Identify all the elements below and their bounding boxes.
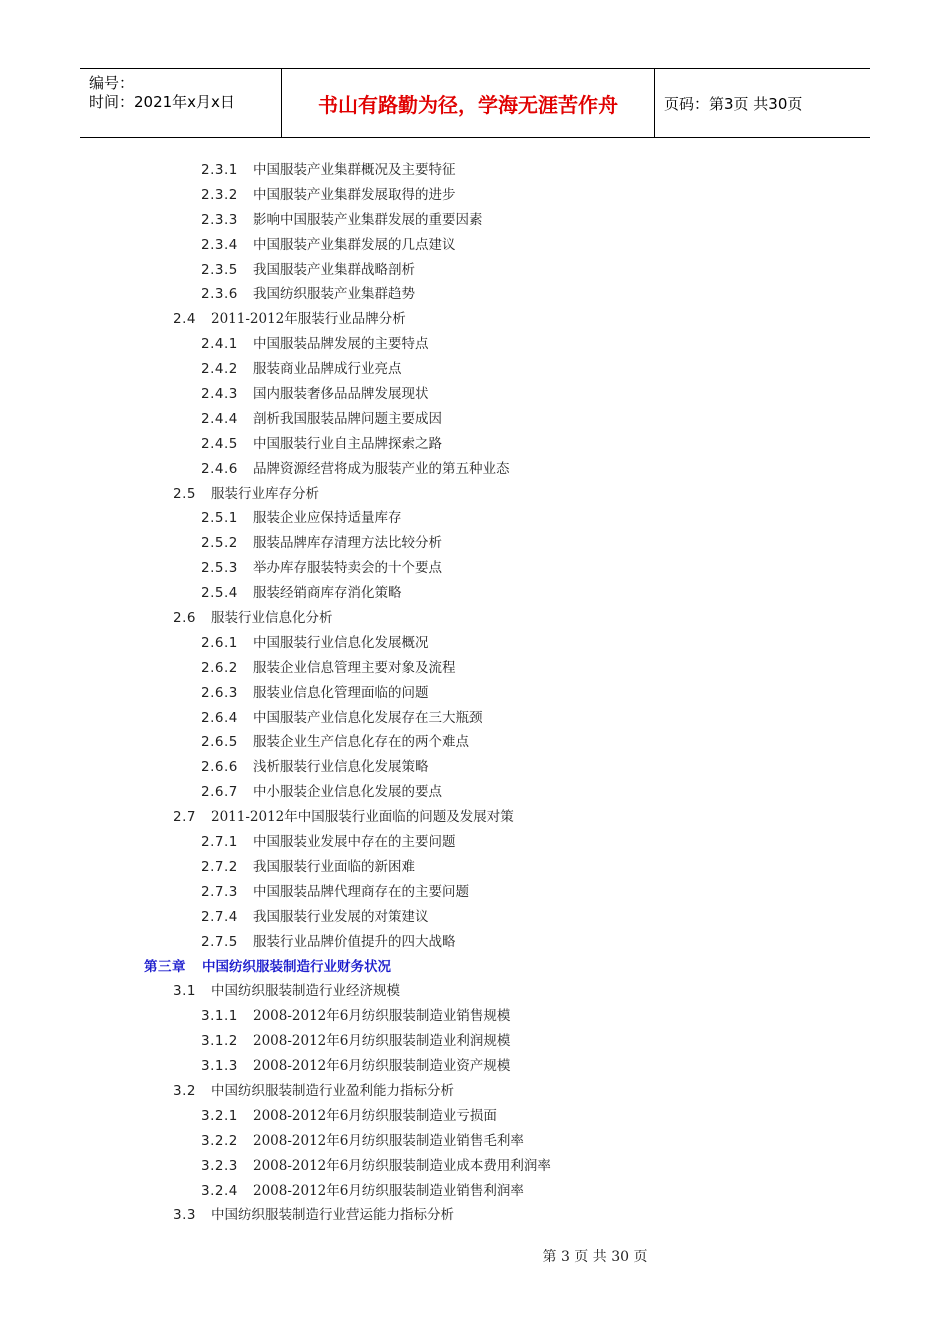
toc-entry-title: 2011-2012年服装行业品牌分析	[211, 311, 406, 328]
toc-entry-number: 2.7.1	[201, 834, 238, 851]
toc-entry-title: 我国服装行业面临的新困难	[253, 858, 415, 875]
toc-entry[interactable]	[0, 930, 950, 955]
toc-entry-title: 中小服装企业信息化发展的要点	[253, 784, 442, 801]
toc-entry-number: 2.6.3	[201, 684, 238, 701]
toc-entry-title: 2008-2012年6月纺织服装制造业销售毛利率	[253, 1132, 524, 1149]
toc-entry[interactable]	[0, 1129, 950, 1154]
toc-entry[interactable]	[0, 531, 950, 556]
toc-entry-number: 3.2.1	[201, 1107, 238, 1124]
toc-entry[interactable]	[0, 432, 950, 457]
toc-entry[interactable]	[0, 1179, 950, 1204]
toc-entry-number: 3.2	[173, 1082, 196, 1099]
toc-entry-number: 2.5.3	[201, 560, 238, 577]
toc-entry[interactable]	[0, 1203, 950, 1228]
toc-entry[interactable]	[0, 1104, 950, 1129]
toc-entry-number: 2.3.6	[201, 286, 238, 303]
toc-entry-title: 中国服装业发展中存在的主要问题	[253, 834, 456, 851]
toc-entry-title: 我国纺织服装产业集群趋势	[253, 286, 415, 303]
toc-entry-number: 3.1.2	[201, 1033, 238, 1050]
toc-entry-number: 2.4.1	[201, 336, 238, 353]
toc-entry[interactable]	[0, 258, 950, 283]
toc-entry-number: 2.6.4	[201, 709, 238, 726]
document-date-label: 时间：2021年x月x日	[89, 93, 235, 111]
toc-entry-title: 服装业信息化管理面临的问题	[253, 684, 429, 701]
toc-entry-title: 2008-2012年6月纺织服装制造业利润规模	[253, 1033, 511, 1050]
toc-entry-title: 服装商业品牌成行业亮点	[253, 361, 402, 378]
toc-entry-number: 2.5.4	[201, 585, 238, 602]
toc-entry[interactable]	[0, 780, 950, 805]
toc-entry-number: 2.6	[173, 610, 196, 627]
toc-entry-number: 2.3.3	[201, 211, 238, 228]
toc-entry-number: 2.3.2	[201, 186, 238, 203]
toc-entry[interactable]	[0, 681, 950, 706]
toc-entry-number: 2.4.4	[201, 410, 238, 427]
toc-entry-title: 服装行业信息化分析	[211, 610, 333, 627]
toc-entry[interactable]	[0, 407, 950, 432]
toc-entry-number: 2.4.6	[201, 460, 238, 477]
toc-entry-number: 3.2.2	[201, 1132, 238, 1149]
toc-entry[interactable]	[0, 158, 950, 183]
toc-entry-title: 中国服装产业集群概况及主要特征	[253, 162, 456, 178]
toc-entry[interactable]	[0, 880, 950, 905]
toc-entry-number: 3.3	[173, 1207, 196, 1224]
header-right-cell	[655, 69, 870, 137]
toc-entry-title: 中国服装产业信息化发展存在三大瓶颈	[253, 709, 483, 726]
toc-entry[interactable]	[0, 979, 950, 1004]
toc-entry-title: 中国服装品牌代理商存在的主要问题	[253, 883, 469, 900]
toc-chapter-entry[interactable]	[0, 955, 950, 980]
toc-entry[interactable]	[0, 1079, 950, 1104]
toc-entry-title: 服装企业信息管理主要对象及流程	[253, 659, 456, 676]
document-number-label: 编号：	[89, 74, 135, 92]
toc-entry-number: 第三章	[144, 958, 186, 975]
toc-entry[interactable]	[0, 730, 950, 755]
toc-entry-title: 2008-2012年6月纺织服装制造业成本费用利润率	[253, 1157, 551, 1174]
toc-entry-title: 服装经销商库存消化策略	[253, 585, 402, 602]
header-motto: 书山有路勤为径，学海无涯苦作舟	[318, 92, 618, 117]
toc-entry-title: 2008-2012年6月纺织服装制造业销售规模	[253, 1008, 511, 1025]
toc-entry-title: 服装行业品牌价值提升的四大战略	[253, 933, 456, 950]
toc-entry-number: 2.7	[173, 809, 196, 826]
toc-entry[interactable]	[0, 1054, 950, 1079]
toc-entry[interactable]	[0, 1154, 950, 1179]
page-header	[80, 68, 870, 138]
toc-entry-number: 2.5.2	[201, 535, 238, 552]
toc-entry-title: 剖析我国服装品牌问题主要成因	[253, 410, 442, 427]
toc-entry[interactable]	[0, 805, 950, 830]
toc-entry-title: 浅析服装行业信息化发展策略	[253, 759, 429, 776]
toc-entry[interactable]	[0, 905, 950, 930]
header-motto-cell	[282, 69, 655, 137]
toc-entry-title: 中国纺织服装制造行业盈利能力指标分析	[211, 1082, 454, 1099]
table-of-contents	[0, 158, 950, 1228]
toc-entry[interactable]	[0, 606, 950, 631]
toc-entry-number: 2.4.2	[201, 361, 238, 378]
toc-entry-title: 中国服装产业集群发展取得的进步	[253, 186, 456, 203]
toc-entry-title: 我国服装产业集群战略剖析	[253, 261, 415, 278]
toc-entry-number: 2.3.1	[201, 162, 238, 178]
toc-entry-title: 服装品牌库存清理方法比较分析	[253, 535, 442, 552]
toc-entry-number: 3.2.3	[201, 1157, 238, 1174]
toc-entry-number: 3.1.1	[201, 1008, 238, 1025]
toc-entry-title: 2011-2012年中国服装行业面临的问题及发展对策	[211, 809, 514, 826]
toc-entry-number: 2.4	[173, 311, 196, 328]
toc-entry-number: 3.1	[173, 983, 196, 1000]
toc-entry[interactable]	[0, 1004, 950, 1029]
toc-entry-number: 2.6.5	[201, 734, 238, 751]
toc-entry[interactable]	[0, 357, 950, 382]
toc-entry-number: 2.6.1	[201, 634, 238, 651]
toc-entry-number: 2.4.3	[201, 386, 238, 403]
header-left-cell	[80, 69, 282, 137]
toc-entry-number: 2.6.7	[201, 784, 238, 801]
toc-entry-number: 2.7.4	[201, 908, 238, 925]
toc-entry-title: 国内服装奢侈品品牌发展现状	[253, 386, 429, 403]
toc-entry-number: 3.2.4	[201, 1182, 238, 1199]
toc-entry[interactable]	[0, 830, 950, 855]
toc-entry-title: 中国服装品牌发展的主要特点	[253, 336, 429, 353]
toc-entry[interactable]	[0, 506, 950, 531]
toc-entry-number: 2.6.2	[201, 659, 238, 676]
header-page-info: 页码：第3页 共30页	[664, 94, 803, 113]
toc-entry[interactable]	[0, 656, 950, 681]
toc-entry[interactable]	[0, 457, 950, 482]
toc-entry-title: 举办库存服装特卖会的十个要点	[253, 560, 442, 577]
toc-entry[interactable]	[0, 706, 950, 731]
toc-entry-number: 2.6.6	[201, 759, 238, 776]
toc-entry-number: 2.7.3	[201, 883, 238, 900]
toc-entry-title: 2008-2012年6月纺织服装制造业资产规模	[253, 1058, 511, 1075]
toc-entry-title: 中国纺织服装制造行业财务状况	[202, 958, 391, 975]
toc-entry-title: 中国服装行业自主品牌探索之路	[253, 435, 442, 452]
toc-entry[interactable]	[0, 382, 950, 407]
toc-entry[interactable]	[0, 556, 950, 581]
toc-entry-title: 服装行业库存分析	[211, 485, 319, 502]
toc-entry-title: 2008-2012年6月纺织服装制造业销售利润率	[253, 1182, 524, 1199]
toc-entry-title: 中国纺织服装制造行业营运能力指标分析	[211, 1207, 454, 1224]
toc-entry[interactable]	[0, 332, 950, 357]
toc-entry[interactable]	[0, 208, 950, 233]
toc-entry-title: 品牌资源经营将成为服装产业的第五种业态	[253, 460, 510, 477]
toc-entry-title: 中国纺织服装制造行业经济规模	[211, 983, 400, 1000]
toc-entry-number: 2.3.4	[201, 236, 238, 253]
toc-entry[interactable]	[0, 482, 950, 507]
toc-entry-number: 2.5	[173, 485, 196, 502]
toc-entry[interactable]	[0, 631, 950, 656]
toc-entry[interactable]	[0, 1029, 950, 1054]
toc-entry-number: 2.4.5	[201, 435, 238, 452]
toc-entry-title: 影响中国服装产业集群发展的重要因素	[253, 211, 483, 228]
toc-entry-title: 我国服装行业发展的对策建议	[253, 908, 429, 925]
page-footer: 第 3 页 共 30 页	[542, 1249, 648, 1265]
toc-entry[interactable]	[0, 581, 950, 606]
toc-entry-title: 服装企业应保持适量库存	[253, 510, 402, 527]
toc-entry-title: 2008-2012年6月纺织服装制造业亏损面	[253, 1107, 497, 1124]
toc-entry[interactable]	[0, 183, 950, 208]
toc-entry-number: 2.5.1	[201, 510, 238, 527]
toc-entry[interactable]	[0, 755, 950, 780]
toc-entry-title: 服装企业生产信息化存在的两个难点	[253, 734, 469, 751]
toc-entry-number: 2.7.5	[201, 933, 238, 950]
toc-entry[interactable]	[0, 233, 950, 258]
toc-entry-title: 中国服装行业信息化发展概况	[253, 634, 429, 651]
toc-entry[interactable]	[0, 307, 950, 332]
toc-entry-number: 2.3.5	[201, 261, 238, 278]
toc-entry[interactable]	[0, 282, 950, 307]
toc-entry-number: 2.7.2	[201, 858, 238, 875]
toc-entry-number: 3.1.3	[201, 1058, 238, 1075]
toc-entry-title: 中国服装产业集群发展的几点建议	[253, 236, 456, 253]
toc-entry[interactable]	[0, 855, 950, 880]
